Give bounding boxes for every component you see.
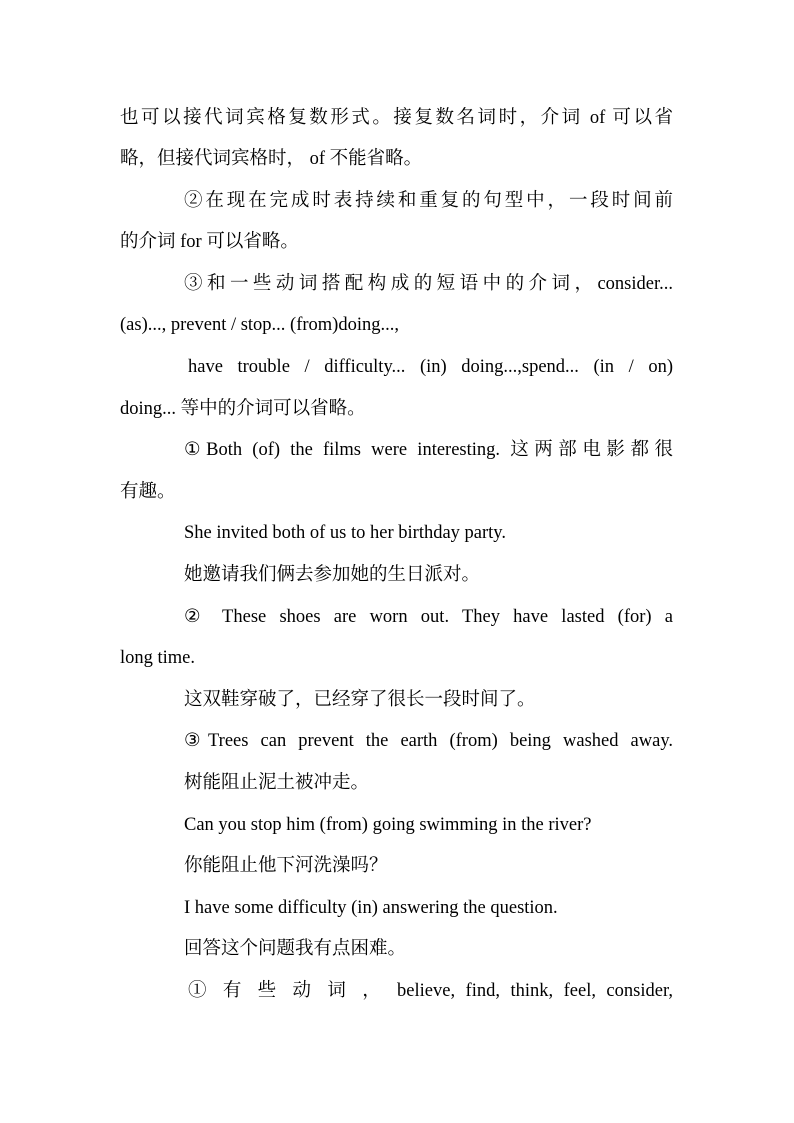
text-line-22: ① 有 些 动 词 ， believe, find, think, feel, consider,: [188, 981, 673, 1001]
text-line-20: I have some difficulty (in) answering the question.: [184, 898, 558, 918]
text-line-4: 的介词 for 可以省略。: [120, 232, 299, 252]
text-line-3: ②在现在完成时表持续和重复的句型中，一段时间前: [184, 191, 673, 211]
text-line-15: 这双鞋穿破了，已经穿了很长一段时间了。: [184, 690, 536, 710]
text-line-7: have trouble / difficulty... (in) doing...,spend... (in / on): [188, 357, 673, 377]
text-line-16: ③Trees can prevent the earth (from) being washed away.: [184, 731, 673, 751]
text-line-6: (as)..., prevent / stop... (from)doing...,: [120, 315, 399, 335]
text-line-18: Can you stop him (from) going swimming in the river?: [184, 815, 592, 835]
text-line-8: doing... 等中的介词可以省略。: [120, 399, 366, 419]
text-line-2: 略，但接代词宾格时， of 不能省略。: [120, 149, 423, 169]
text-line-10: 有趣。: [120, 482, 176, 502]
text-line-13: ② These shoes are worn out. They have lasted (for) a: [184, 607, 673, 627]
text-line-9: ①Both (of) the films were interesting. 这两部电影都很: [184, 440, 673, 460]
text-line-14: long time.: [120, 648, 196, 668]
text-line-11: She invited both of us to her birthday party.: [184, 523, 506, 543]
text-line-1: 也可以接代词宾格复数形式。接复数名词时，介词 of 可以省: [120, 108, 673, 128]
text-line-21: 回答这个问题我有点困难。: [184, 939, 407, 959]
text-line-5: ③和一些动词搭配构成的短语中的介词，consider...: [184, 274, 673, 294]
text-line-12: 她邀请我们俩去参加她的生日派对。: [184, 565, 481, 585]
text-line-17: 树能阻止泥土被冲走。: [184, 773, 370, 793]
text-line-19: 你能阻止他下河洗澡吗？: [184, 856, 388, 876]
